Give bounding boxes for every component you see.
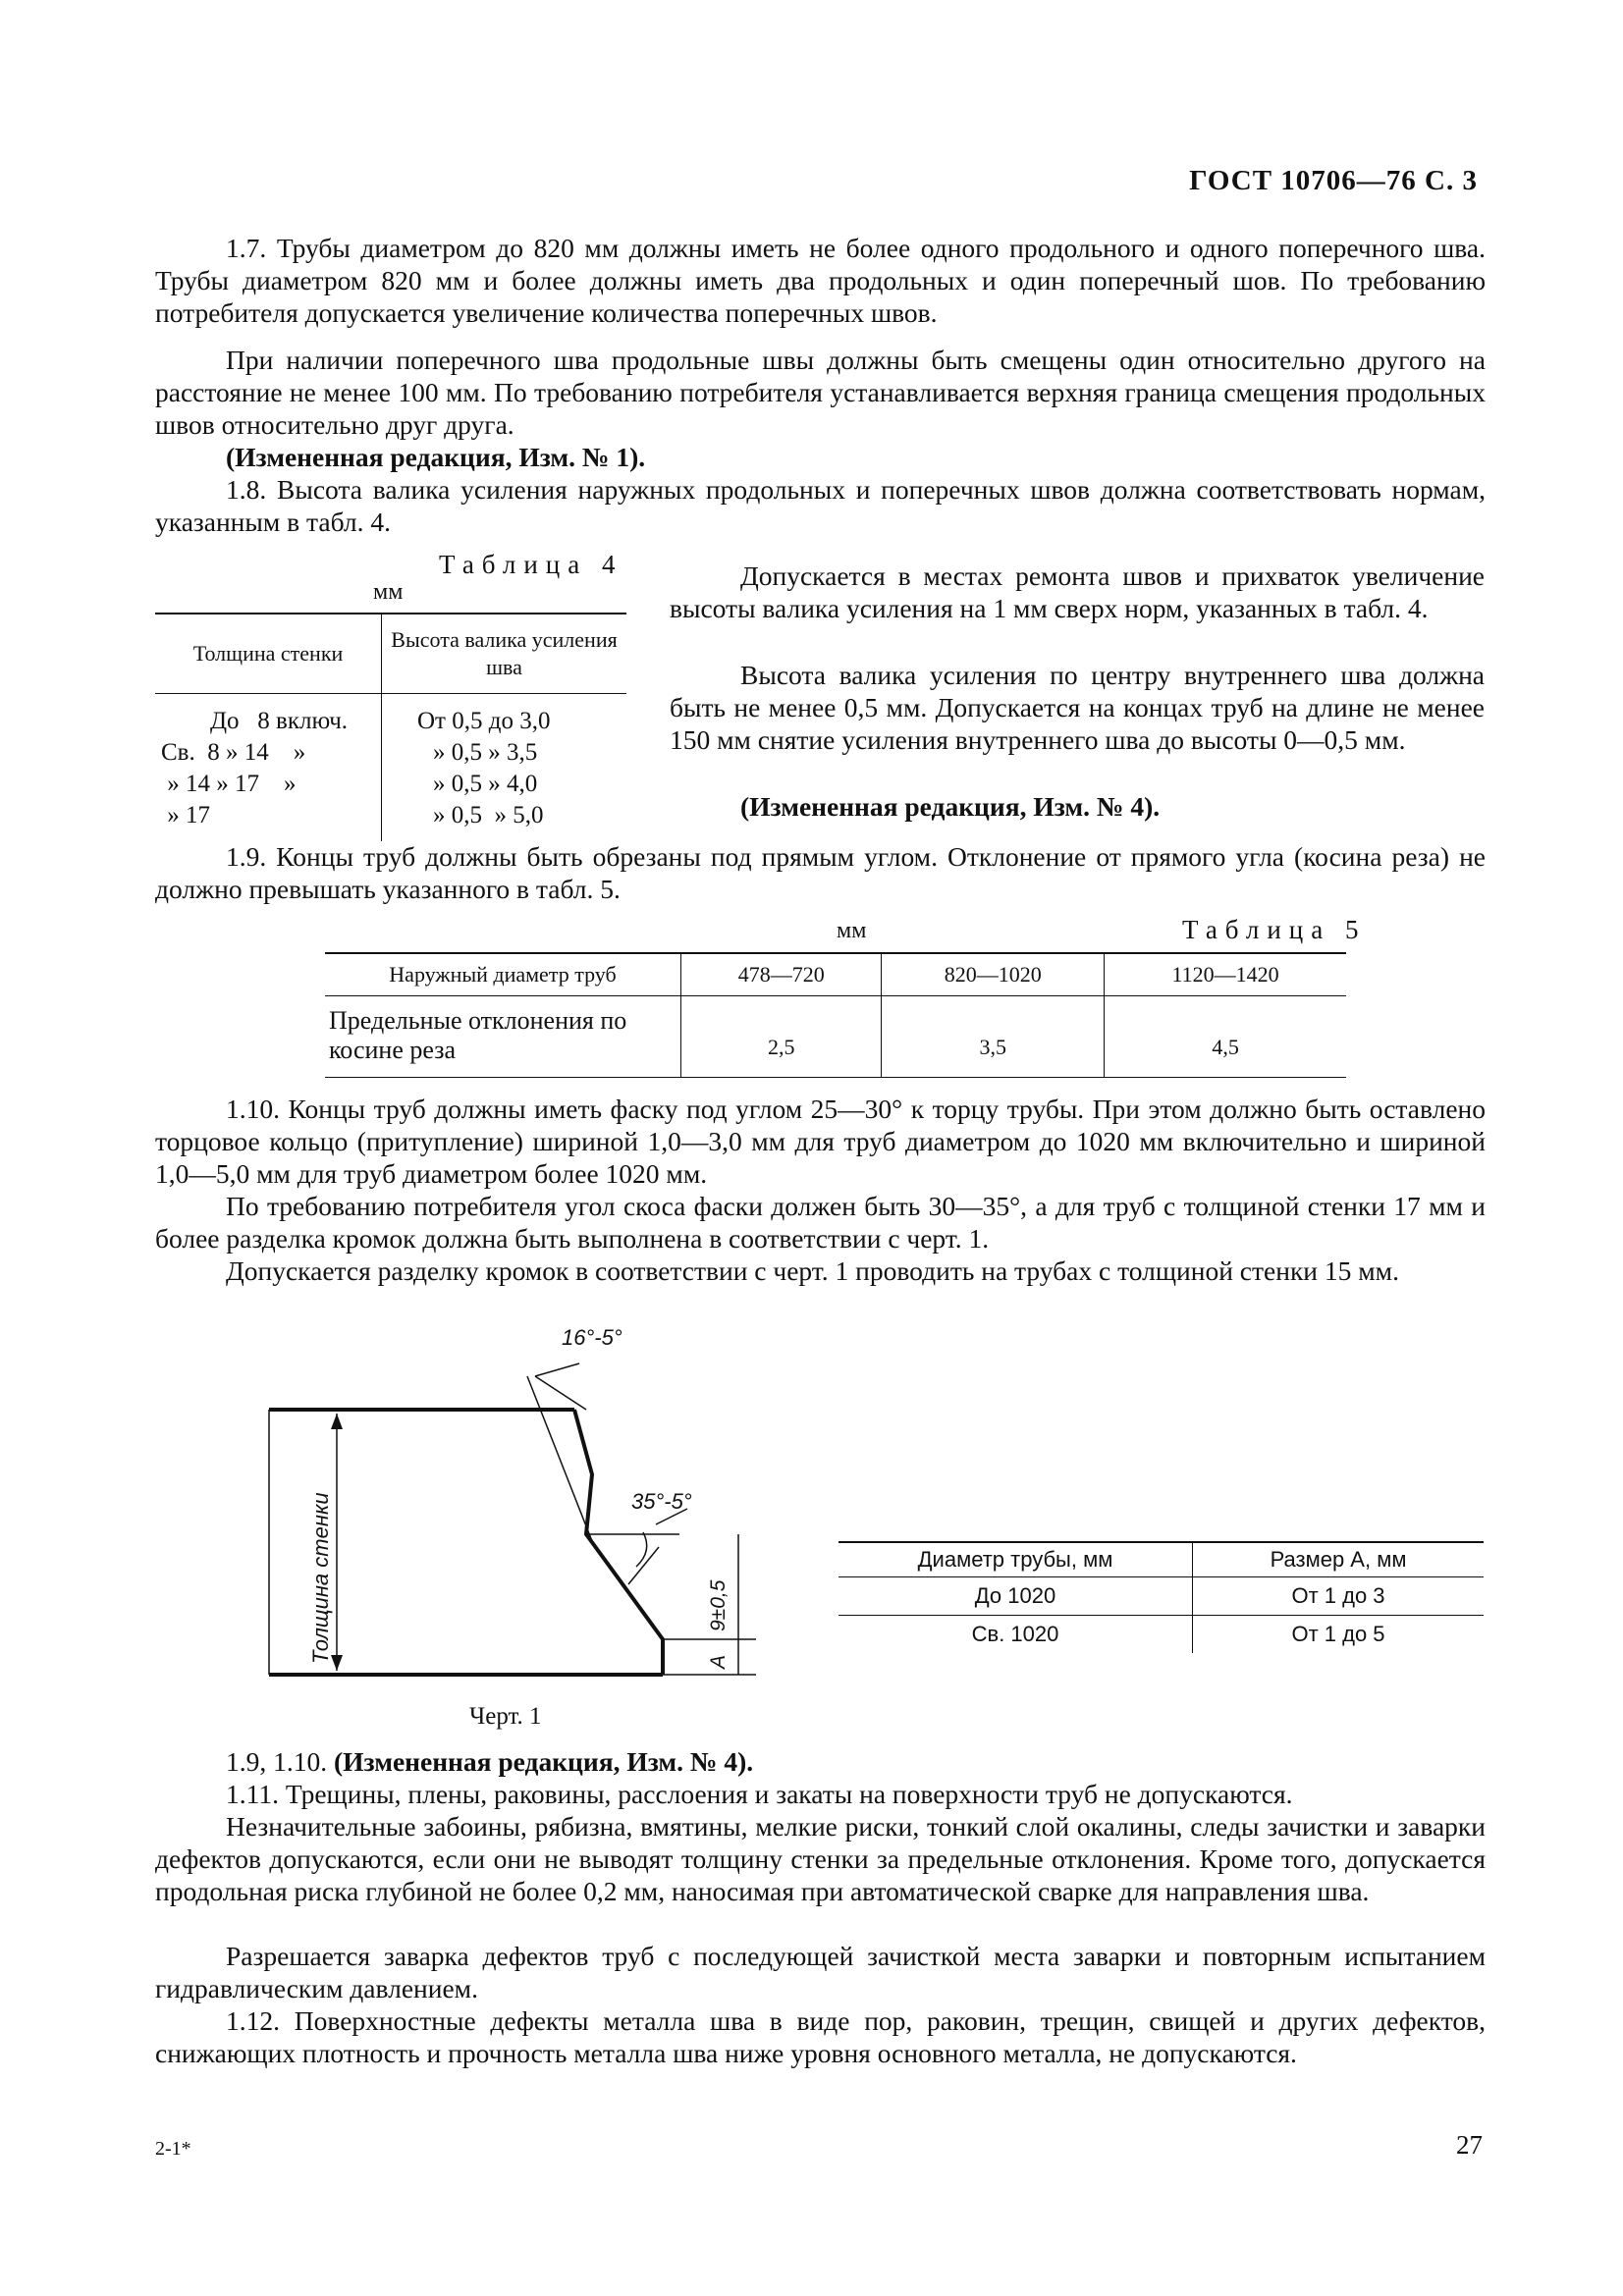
- table-5-header-col: 820—1020: [882, 953, 1105, 996]
- bevel-profile: [574, 1410, 663, 1675]
- bevel-drawing: [255, 1315, 766, 1688]
- side-paragraph-inner-weld: Высота валика усиления по центру внутреннего шва должна быть не менее 0,5 мм. Допускается на концах труб на длине не менее 150 мм снятие усиления внутреннего шва до высоты 0—0,5 мм.: [670, 660, 1485, 755]
- footer-signature: 2-1*: [155, 2138, 191, 2160]
- paragraph-1-11-minor-defects: Незначительные забоины, рябизна, вмятины, мелкие риски, тонкий слой окалины, следы зачистки и заварки дефектов допускаются, если они не выводят толщину стенки за предельные отклонения. Кроме того, допускается продольная риска глубиной не более 0,2 мм, наносимая при автоматической сварке для направления шва.: [155, 1811, 1486, 1906]
- paragraph-1-10-wall: Допускается разделку кромок в соответствии с черт. 1 проводить на трубах с толщиной стенки 15 мм.: [226, 1255, 1399, 1286]
- table-5-value: 2,5: [681, 996, 882, 1078]
- table-size-a-cell: Св. 1020: [839, 1616, 1193, 1654]
- table-4-header-thickness: Толщина стенки: [155, 614, 382, 694]
- paragraph-1-8: 1.8. Высота валика усиления наружных продольных и поперечных швов должна соответствовать нормам, указанным в табл. 4.: [155, 474, 1486, 537]
- table-4-unit: мм: [373, 579, 404, 605]
- table-5: [325, 952, 1346, 1078]
- table-4: [155, 613, 626, 841]
- paragraph-1-10: 1.10. Концы труб должны иметь фаску под углом 25—30° к торцу трубы. При этом должно быть оставлено торцовое кольцо (притупление) шириной 1,0—3,0 мм для труб диаметром до 1020 мм включительно и шириной 1,0—5,0 мм для труб диаметром более 1020 мм.: [155, 1094, 1486, 1189]
- paragraph-1-11-repair: Разрешается заварка дефектов труб с последующей зачисткой места заварки и повторным испытанием гидравлическим давлением.: [155, 1941, 1486, 2003]
- angle-label-16: 16°-5°: [562, 1325, 622, 1350]
- table-size-a-header-diameter: Диаметр трубы, мм: [839, 1542, 1193, 1577]
- paragraph-1-9: 1.9. Концы труб должны быть обрезаны под прямым углом. Отклонение от прямого угла (косина реза) не должно превышать указанного в табл. 5.: [155, 841, 1486, 904]
- table-4-header-height: Высота валика усиления шва: [391, 627, 618, 679]
- table-4-cell: » 0,5 » 4,0: [433, 771, 538, 797]
- table-5-row-label: Предельные отклонения по косине реза: [325, 996, 681, 1078]
- table-4-cell: » 14 » 17 »: [155, 769, 382, 800]
- table-4-cell: От 0,5 до 3,0: [417, 708, 551, 734]
- table-4-cell: До 8 включ.: [155, 694, 382, 738]
- table-5-value: 3,5: [882, 996, 1105, 1078]
- paragraph-1-11: 1.11. Трещины, плены, раковины, расслоения и закаты на поверхности труб не допускаются.: [226, 1779, 1293, 1809]
- paragraph-1-7: 1.7. Трубы диаметром до 820 мм должны иметь не более одного продольного и одного поперечного шва. Трубы диаметром 820 мм и более должны иметь два продольных и один поперечный шов. По требованию потребителя допускается увеличение количества поперечных швов.: [155, 233, 1486, 328]
- table-5-caption: Таблица 5: [1182, 915, 1367, 944]
- table-size-a-header-size: Размер А, мм: [1270, 1547, 1407, 1572]
- dimension-label: 9±0,5: [707, 1579, 730, 1631]
- table-5-value: 4,5: [1212, 1035, 1239, 1059]
- amendment-note-4a: (Измененная редакция, Изм. № 4).: [740, 791, 1161, 822]
- page-header: ГОСТ 10706—76 С. 3: [1189, 165, 1478, 196]
- amendment-items: 1.9, 1.10.: [226, 1746, 328, 1777]
- table-5-unit: мм: [837, 918, 867, 943]
- table-4-caption: Таблица 4: [439, 550, 623, 579]
- amendment-note-1: (Измененная редакция, Изм. № 1).: [226, 442, 646, 472]
- figure-caption: Черт. 1: [469, 1703, 542, 1730]
- paragraph-1-10-customer: По требованию потребителя угол скоса фаски должен быть 30—35°, а для труб с толщиной стенки 17 мм и более разделка кромок должна быть выполнена в соответствии с черт. 1.: [155, 1191, 1486, 1254]
- dimension-a-label: A: [707, 1654, 730, 1669]
- table-4-cell: » 17: [155, 800, 382, 841]
- paragraph-1-7-shift: При наличии поперечного шва продольные швы должны быть смещены один относительно другого на расстояние не менее 100 мм. По требованию потребителя устанавливается верхняя граница смещения продольных швов относительно друг друга.: [155, 345, 1486, 440]
- table-5-header-col: 1120—1420: [1171, 962, 1279, 987]
- table-4-cell: » 0,5 » 5,0: [433, 802, 544, 828]
- table-4-cell: Св. 8 » 14 »: [155, 737, 382, 769]
- table-size-a-cell: От 1 до 5: [1291, 1622, 1385, 1646]
- side-paragraph-repair: Допускается в местах ремонта швов и прихваток увеличение высоты валика усиления на 1 мм сверх норм, указанных в табл. 4.: [670, 561, 1485, 623]
- wall-thickness-label: Толщина стенки: [308, 1492, 333, 1664]
- table-size-a-cell: От 1 до 3: [1291, 1583, 1385, 1608]
- page-number: 27: [1456, 2130, 1483, 2160]
- table-size-a-cell: До 1020: [839, 1577, 1193, 1616]
- table-4-cell: » 0,5 » 3,5: [433, 739, 538, 766]
- amendment-text: (Измененная редакция, Изм. № 4).: [334, 1746, 754, 1777]
- table-5-header-diameter: Наружный диаметр труб: [325, 953, 681, 996]
- table-5-header-col: 478—720: [681, 953, 882, 996]
- angle-label-35: 35°-5°: [631, 1489, 692, 1514]
- paragraph-1-12: 1.12. Поверхностные дефекты металла шва в виде пор, раковин, трещин, свищей и других дефектов, снижающих плотность и прочность металла шва ниже уровня основного металла, не допускаются.: [155, 2005, 1486, 2068]
- amendment-note-4b: [155, 1745, 1486, 1778]
- table-size-a: [839, 1541, 1484, 1653]
